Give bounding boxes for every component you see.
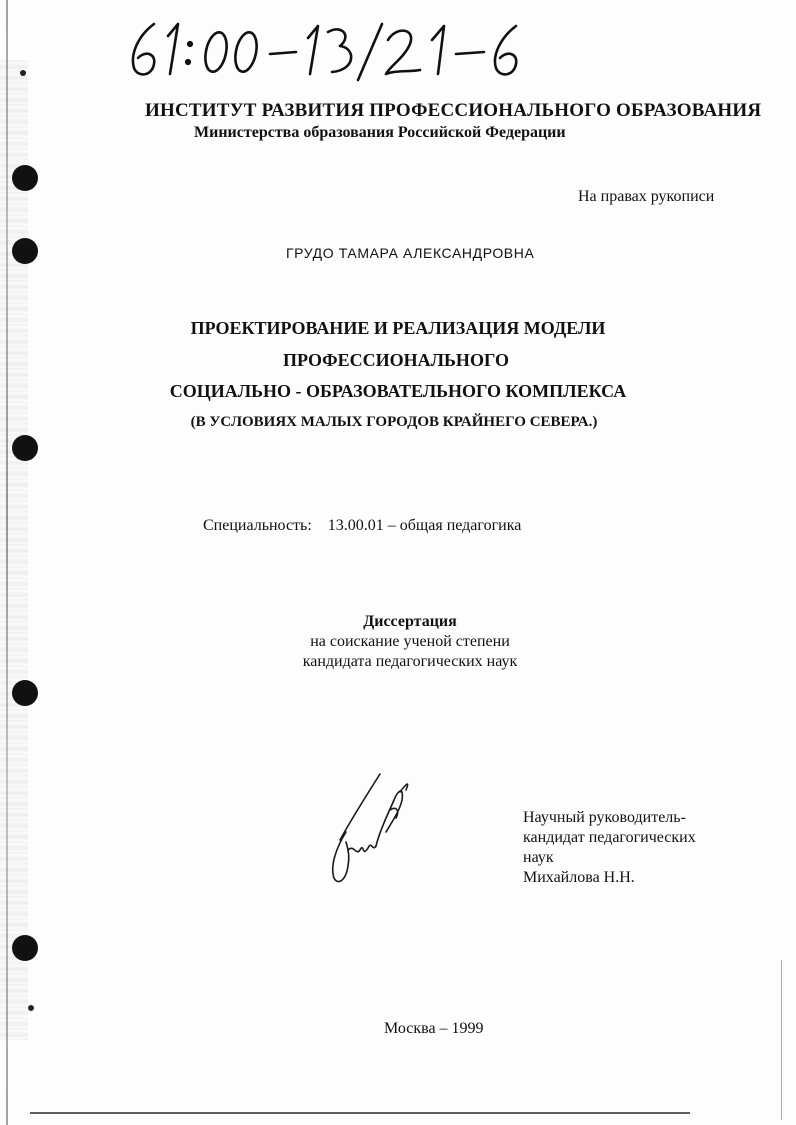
binder-hole: [12, 165, 38, 191]
author-name: ГРУДО ТАМАРА АЛЕКСАНДРОВНА: [286, 245, 535, 261]
handwritten-archive-number: [120, 14, 540, 84]
scan-bottom-line: [30, 1112, 690, 1114]
city-year: Москва – 1999: [384, 1020, 484, 1037]
binder-hole: [12, 680, 38, 706]
title-line-2: ПРОФЕССИОНАЛЬНОГО: [283, 350, 509, 370]
scan-edge-noise: [0, 60, 28, 1040]
ministry-name: Министерства образования Российской Федерации: [194, 124, 566, 141]
supervisor-line-2: кандидат педагогических: [523, 829, 696, 846]
manuscript-rights: На правах рукописи: [578, 188, 715, 205]
supervisor-block: [523, 808, 696, 888]
dissertation-heading: Диссертация: [363, 613, 457, 630]
supervisor-line-3: наук: [523, 849, 554, 866]
signature: [318, 770, 418, 890]
title-line-3: СОЦИАЛЬНО - ОБРАЗОВАТЕЛЬНОГО КОМПЛЕКСА: [169, 381, 627, 401]
speciality-value: 13.00.01 – общая педагогика: [327, 517, 522, 534]
scan-speck: [20, 70, 26, 76]
title-line-1: ПРОЕКТИРОВАНИЕ И РЕАЛИЗАЦИЯ МОДЕЛИ: [190, 318, 606, 338]
binder-hole: [12, 435, 38, 461]
institute-name: ИНСТИТУТ РАЗВИТИЯ ПРОФЕССИОНАЛЬНОГО ОБРАЗОВАНИЯ: [145, 100, 762, 121]
dissertation-line-2: кандидата педагогических наук: [302, 653, 518, 670]
speciality-label: Специальность:: [203, 517, 312, 534]
supervisor-line-1: Научный руководитель-: [523, 809, 686, 826]
scan-right-edge: [781, 960, 782, 1120]
title-line-4: (В УСЛОВИЯХ МАЛЫХ ГОРОДОВ КРАЙНЕГО СЕВЕРА.): [190, 414, 598, 430]
speciality: [203, 517, 521, 535]
binder-hole: [12, 935, 38, 961]
dissertation-line-1: на соискание ученой степени: [310, 633, 510, 650]
binder-hole: [12, 238, 38, 264]
scan-edge-line: [6, 0, 8, 1125]
supervisor-line-4: Михайлова Н.Н.: [523, 869, 635, 886]
dissertation-block: [0, 612, 796, 672]
scan-speck: [28, 1005, 34, 1011]
